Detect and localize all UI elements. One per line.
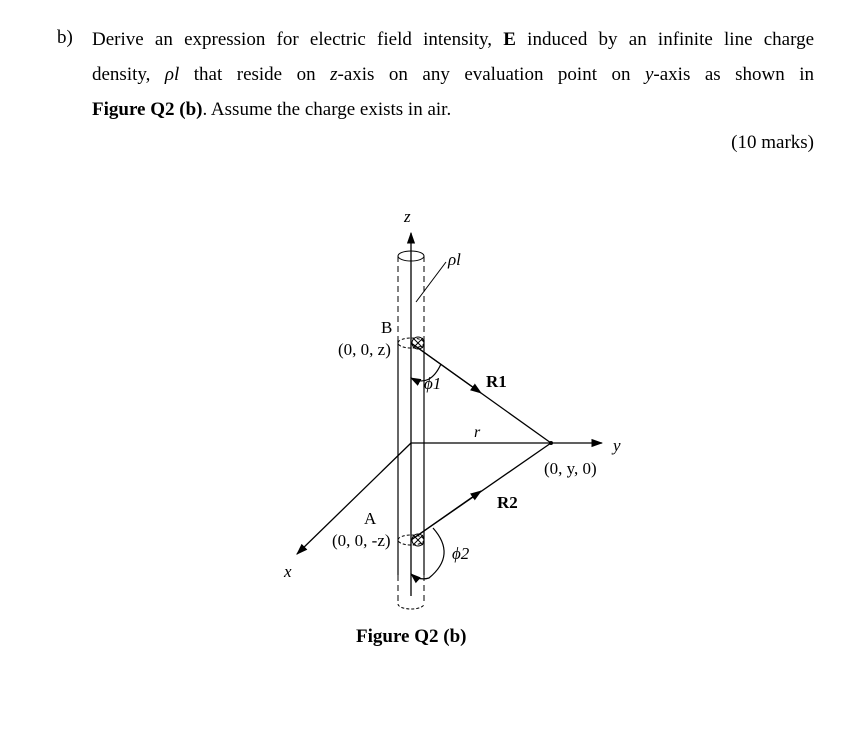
- question-line-2-text-c: -axis on any evaluation point on: [337, 64, 645, 85]
- phi1-label: ϕ1: [424, 374, 442, 393]
- question-line-1-text-b: induced by an infinite line charge: [515, 29, 815, 50]
- r-label: r: [474, 424, 481, 441]
- rho-label: ρl: [448, 250, 461, 269]
- rho-symbol: ρl: [164, 64, 180, 85]
- y-symbol: y: [644, 64, 654, 85]
- point-a-name: A: [364, 509, 377, 528]
- axis-z-label: z: [404, 207, 411, 226]
- point-b-name: B: [381, 318, 393, 337]
- question-line-2-text-a: density,: [92, 64, 165, 85]
- bold-e-symbol: E: [503, 29, 516, 50]
- marks-label: (10 marks): [731, 132, 814, 153]
- point-a-coord: (0, 0, -z): [332, 531, 391, 550]
- question-line-2-text-b: that reside on: [179, 64, 331, 85]
- question-line-2-text-d: -axis as shown in: [653, 64, 815, 85]
- figure-caption: Figure Q2 (b): [356, 626, 467, 647]
- point-eval-coord: (0, y, 0): [544, 459, 597, 478]
- question-label: b): [57, 27, 73, 48]
- r2-vector: [411, 443, 551, 540]
- r1-label: R1: [486, 372, 507, 391]
- question-line-1-text-a: Derive an expression for electric field intensity,: [92, 29, 504, 50]
- r1-vector: [411, 343, 551, 443]
- evaluation-point: [549, 441, 553, 445]
- z-symbol: z: [330, 64, 338, 85]
- rho-pointer: [416, 262, 446, 302]
- point-b-coord: (0, 0, z): [338, 340, 391, 359]
- phi2-arc: [411, 528, 444, 579]
- question-line-3-text: . Assume the charge exists in air.: [202, 99, 452, 120]
- phi2-label: ϕ2: [452, 544, 470, 563]
- figure-reference: Figure Q2 (b): [92, 99, 203, 120]
- axis-y-label: y: [613, 436, 621, 455]
- r2-label: R2: [497, 493, 518, 512]
- axis-x-label: x: [284, 562, 292, 581]
